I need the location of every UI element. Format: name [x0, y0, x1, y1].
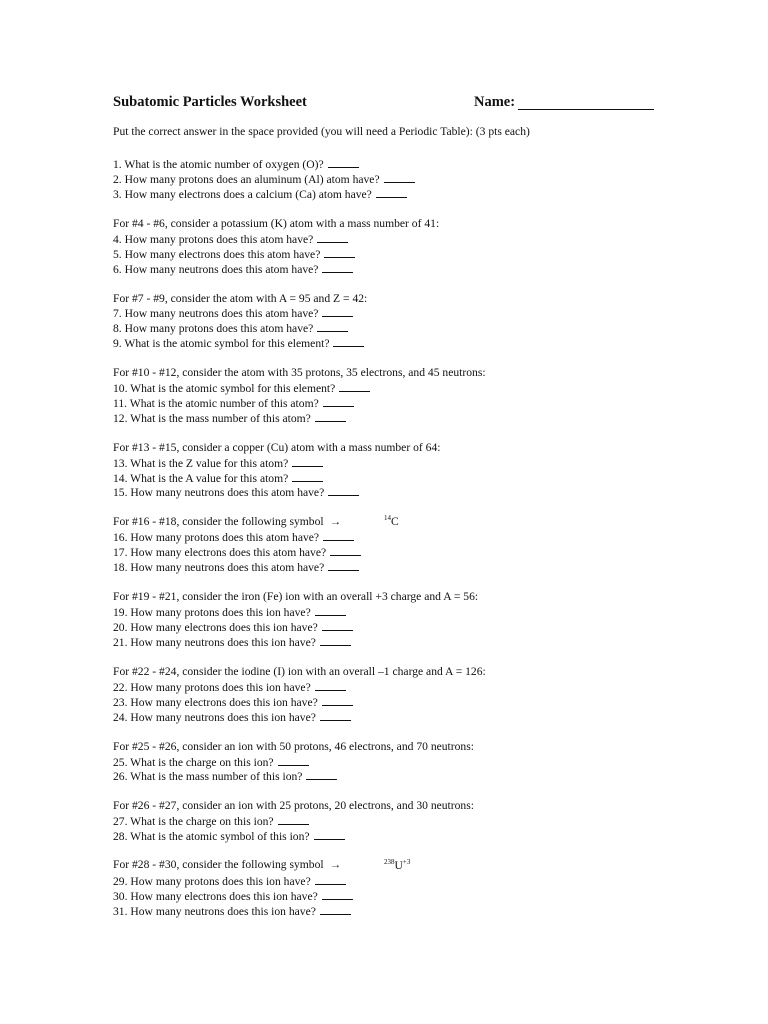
answer-blank[interactable] [328, 157, 359, 168]
question-line [113, 889, 353, 904]
question-line [113, 680, 346, 695]
question-text: 7. How many neutrons does this atom have? [113, 307, 319, 320]
answer-blank[interactable] [292, 471, 323, 482]
question-line [113, 411, 346, 426]
question-text: 15. How many neutrons does this atom have? [113, 486, 325, 499]
question-line [113, 545, 361, 560]
question-line [113, 306, 353, 321]
question-group-prompt [113, 740, 474, 755]
question-group-prompt [113, 515, 341, 530]
question-line [113, 530, 354, 545]
question-text: 12. What is the mass number of this atom? [113, 412, 311, 425]
question-text: 30. How many electrons does this ion have? [113, 890, 318, 903]
question-line [113, 172, 415, 187]
question-line [113, 769, 337, 784]
answer-blank[interactable] [322, 262, 353, 273]
question-text: 22. How many protons does this ion have? [113, 681, 311, 694]
question-text: 2. How many protons does an aluminum (Al) atom have? [113, 173, 380, 186]
answer-blank[interactable] [315, 874, 346, 885]
question-line [113, 695, 353, 710]
answer-blank[interactable] [314, 829, 345, 840]
worksheet-title: Subatomic Particles Worksheet [113, 94, 307, 110]
question-line [113, 605, 346, 620]
question-text: 31. How many neutrons does this ion have? [113, 905, 316, 918]
question-line [113, 456, 323, 471]
question-line [113, 620, 353, 635]
answer-blank[interactable] [322, 695, 353, 706]
question-text: 27. What is the charge on this ion? [113, 815, 274, 828]
question-text: 8. How many protons does this atom have? [113, 322, 314, 335]
question-line [113, 321, 348, 336]
answer-blank[interactable] [328, 560, 359, 571]
answer-blank[interactable] [306, 769, 337, 780]
question-text: 21. How many neutrons does this ion have? [113, 636, 316, 649]
question-line [113, 187, 407, 202]
question-line [113, 710, 351, 725]
question-group-prompt [113, 665, 486, 680]
prompt-text: For #22 - #24, consider the iodine (I) ion with an overall –1 charge and A = 126: [113, 665, 486, 678]
prompt-text: For #13 - #15, consider a copper (Cu) atom with a mass number of 64: [113, 441, 441, 454]
answer-blank[interactable] [317, 232, 348, 243]
carbon-element: C [391, 515, 399, 528]
question-text: 1. What is the atomic number of oxygen (O)? [113, 158, 324, 171]
prompt-text: For #25 - #26, consider an ion with 50 protons, 46 electrons, and 70 neutrons: [113, 740, 474, 753]
prompt-text: For #10 - #12, consider the atom with 35 protons, 35 electrons, and 45 neutrons: [113, 366, 486, 379]
answer-blank[interactable] [292, 456, 323, 467]
question-line [113, 904, 351, 919]
question-line [113, 755, 309, 770]
question-text: 26. What is the mass number of this ion? [113, 770, 303, 783]
prompt-text: For #26 - #27, consider an ion with 25 protons, 20 electrons, and 30 neutrons: [113, 799, 474, 812]
question-text: 19. How many protons does this ion have? [113, 606, 311, 619]
answer-blank[interactable] [376, 187, 407, 198]
question-text: 13. What is the Z value for this atom? [113, 457, 289, 470]
carbon-isotope-symbol [384, 514, 399, 528]
answer-blank[interactable] [333, 336, 364, 347]
answer-blank[interactable] [339, 381, 370, 392]
prompt-text: For #28 - #30, consider the following symbol [113, 858, 324, 871]
uranium-element: U [394, 859, 403, 872]
answer-blank[interactable] [323, 396, 354, 407]
uranium-ion-symbol [384, 858, 410, 872]
answer-blank[interactable] [320, 710, 351, 721]
uranium-charge: +3 [402, 858, 411, 866]
question-text: 3. How many electrons does a calcium (Ca) atom have? [113, 188, 372, 201]
question-line [113, 232, 348, 247]
right-arrow-icon: → [329, 858, 342, 871]
question-group-prompt [113, 858, 341, 873]
question-text: 20. How many electrons does this ion have? [113, 621, 318, 634]
question-line [113, 560, 359, 575]
question-text: 14. What is the A value for this atom? [113, 472, 289, 485]
question-line [113, 471, 323, 486]
question-line [113, 396, 354, 411]
right-arrow-icon: → [329, 515, 342, 528]
prompt-text: For #19 - #21, consider the iron (Fe) ion with an overall +3 charge and A = 56: [113, 590, 479, 603]
question-text: 11. What is the atomic number of this atom? [113, 397, 319, 410]
prompt-text: For #7 - #9, consider the atom with A = 95 and Z = 42: [113, 292, 368, 305]
prompt-text: For #4 - #6, consider a potassium (K) atom with a mass number of 41: [113, 217, 440, 230]
question-text: 24. How many neutrons does this ion have? [113, 711, 316, 724]
uranium-mass-number: 238 [384, 858, 395, 866]
question-line [113, 635, 351, 650]
answer-blank[interactable] [315, 605, 346, 616]
question-group-prompt [113, 441, 440, 456]
question-text: 6. How many neutrons does this atom have? [113, 263, 319, 276]
question-text: 28. What is the atomic symbol of this ion? [113, 830, 310, 843]
name-label: Name: [474, 94, 516, 110]
answer-blank[interactable] [322, 306, 353, 317]
question-text: 10. What is the atomic symbol for this element? [113, 382, 336, 395]
answer-blank[interactable] [315, 680, 346, 691]
prompt-text: For #16 - #18, consider the following symbol [113, 515, 324, 528]
question-line [113, 829, 345, 844]
question-group-prompt [113, 217, 439, 232]
question-text: 4. How many protons does this atom have? [113, 233, 314, 246]
question-line [113, 247, 355, 262]
answer-blank[interactable] [328, 485, 359, 496]
question-line [113, 336, 364, 351]
question-text: 16. How many protons does this atom have? [113, 531, 320, 544]
name-blank-line[interactable] [518, 109, 654, 110]
question-text: 5. How many electrons does this atom have? [113, 248, 321, 261]
question-text: 29. How many protons does this ion have? [113, 875, 311, 888]
question-text: 25. What is the charge on this ion? [113, 756, 274, 769]
question-group-prompt [113, 292, 367, 307]
question-text: 17. How many electrons does this atom have? [113, 546, 327, 559]
answer-blank[interactable] [278, 814, 309, 825]
question-line [113, 874, 346, 889]
question-text: 18. How many neutrons does this atom have? [113, 561, 325, 574]
answer-blank[interactable] [315, 411, 346, 422]
instruction-text: Put the correct answer in the space provided (you will need a Periodic Table): (3 pts each) [113, 125, 530, 138]
answer-blank[interactable] [320, 635, 351, 646]
question-line [113, 485, 359, 500]
answer-blank[interactable] [317, 321, 348, 332]
question-line [113, 262, 353, 277]
answer-blank[interactable] [384, 172, 415, 183]
answer-blank[interactable] [322, 889, 353, 900]
answer-blank[interactable] [324, 247, 355, 258]
answer-blank[interactable] [278, 755, 309, 766]
question-group-prompt [113, 799, 474, 814]
question-line [113, 157, 359, 172]
question-text: 9. What is the atomic symbol for this element? [113, 337, 330, 350]
answer-blank[interactable] [322, 620, 353, 631]
question-group-prompt [113, 366, 486, 381]
question-group-prompt [113, 590, 478, 605]
question-line [113, 814, 309, 829]
carbon-mass-number: 14 [384, 514, 391, 522]
question-text: 23. How many electrons does this ion have? [113, 696, 318, 709]
answer-blank[interactable] [323, 530, 354, 541]
question-line [113, 381, 370, 396]
answer-blank[interactable] [320, 904, 351, 915]
answer-blank[interactable] [330, 545, 361, 556]
